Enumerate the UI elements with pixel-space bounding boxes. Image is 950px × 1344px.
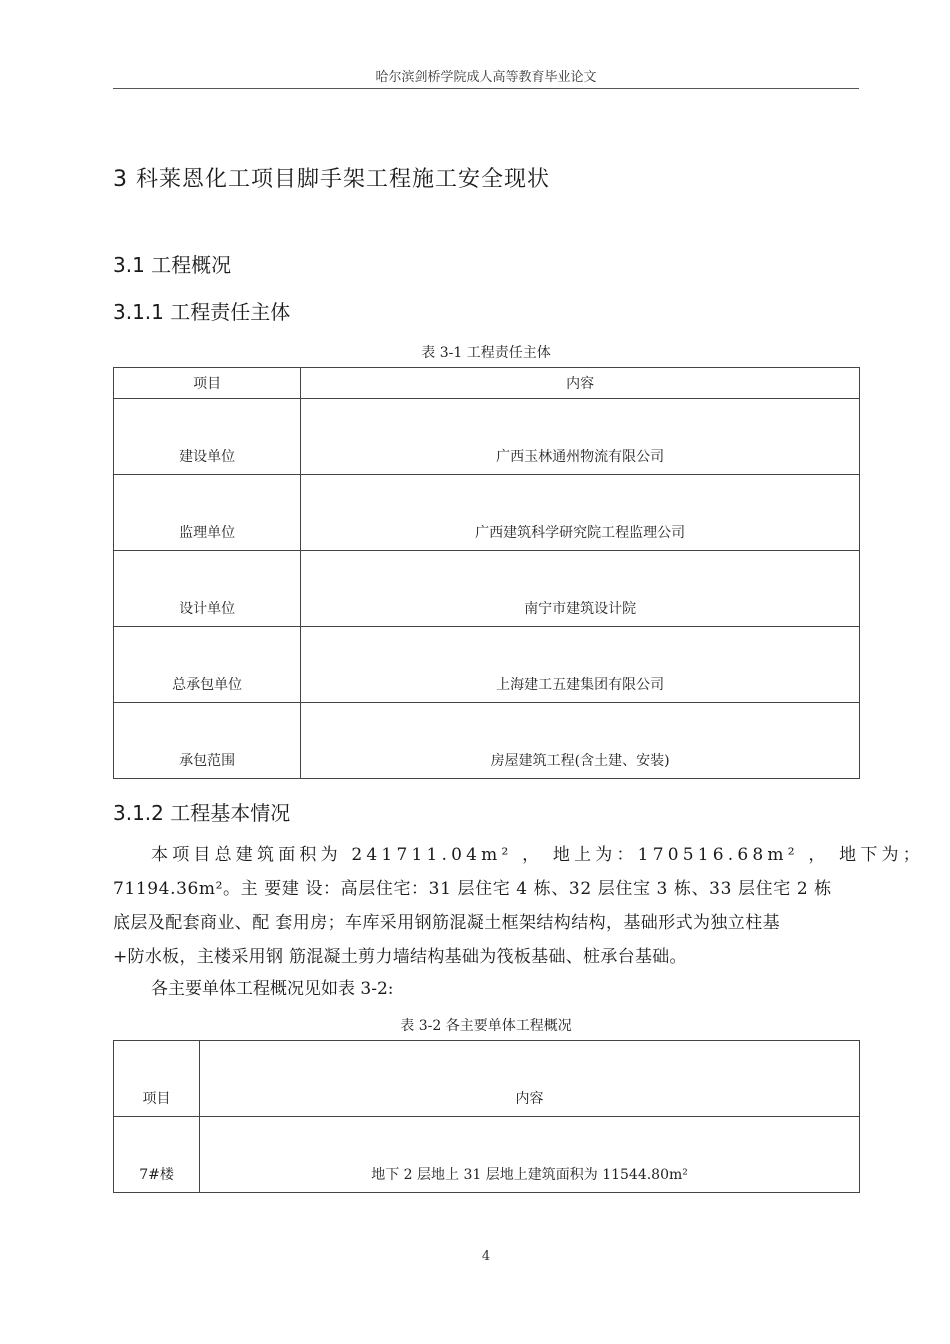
row-content: 广西建筑科学研究院工程监理公司 xyxy=(301,475,860,551)
paragraph-line: 本项目总建筑面积为 241711.04m² ， 地上为：170516.68m² ， 地下为； xyxy=(151,845,924,865)
project-overview-paragraph xyxy=(113,838,924,974)
row-item: 总承包单位 xyxy=(114,627,301,703)
row-content: 地下 2 层地上 31 层地上建筑面积为 11544.80m² xyxy=(200,1117,860,1193)
table-header-row xyxy=(114,1041,860,1117)
paragraph-line: 底层及配套商业、配 套用房；车库采用钢筋混凝土框架结构结构，基础形式为独立柱基 xyxy=(113,913,781,933)
section-title-3-1: 3.1 工程概况 xyxy=(113,253,232,277)
row-content: 南宁市建筑设计院 xyxy=(301,551,860,627)
column-header-content: 内容 xyxy=(301,368,860,399)
column-header-item: 项目 xyxy=(114,368,301,399)
row-content: 广西玉林通州物流有限公司 xyxy=(301,399,860,475)
section-title-3-1-2: 3.1.2 工程基本情况 xyxy=(113,801,291,825)
table-row xyxy=(114,399,860,475)
table-header-row xyxy=(114,368,860,399)
row-item: 监理单位 xyxy=(114,475,301,551)
section-title-3-1-1: 3.1.1 工程责任主体 xyxy=(113,300,291,324)
table2-caption: 表 3-2 各主要单体工程概况 xyxy=(400,1018,572,1034)
column-header-content: 内容 xyxy=(200,1041,860,1117)
building-overview-table xyxy=(113,1040,860,1193)
paragraph-line: +防水板，主楼采用钢 筋混凝土剪力墙结构基础为筏板基础、桩承台基础。 xyxy=(113,947,687,967)
table-row xyxy=(114,1117,860,1193)
table-reference-paragraph: 各主要单体工程概况见如表 3-2: xyxy=(151,979,394,999)
column-header-item: 项目 xyxy=(114,1041,200,1117)
table-row xyxy=(114,551,860,627)
page-header: 哈尔滨剑桥学院成人高等教育毕业论文 xyxy=(375,70,597,85)
table-row xyxy=(114,627,860,703)
table-row xyxy=(114,475,860,551)
table1-caption: 表 3-1 工程责任主体 xyxy=(421,345,551,361)
row-content: 上海建工五建集团有限公司 xyxy=(301,627,860,703)
row-item: 设计单位 xyxy=(114,551,301,627)
row-content: 房屋建筑工程(含土建、安装) xyxy=(301,703,860,779)
paragraph-line: 71194.36m²。主 要建 设：高层住宅：31 层住宅 4 栋、32 层住宝 3 栋、33 层住宅 2 栋 xyxy=(113,879,832,899)
row-item: 7#楼 xyxy=(114,1117,200,1193)
chapter-title: 3 科莱恩化工项目脚手架工程施工安全现状 xyxy=(113,167,550,192)
responsibility-table xyxy=(113,367,860,779)
table-row xyxy=(114,703,860,779)
row-item: 建设单位 xyxy=(114,399,301,475)
page-number: 4 xyxy=(481,1249,491,1264)
header-divider xyxy=(113,88,859,89)
row-item: 承包范围 xyxy=(114,703,301,779)
